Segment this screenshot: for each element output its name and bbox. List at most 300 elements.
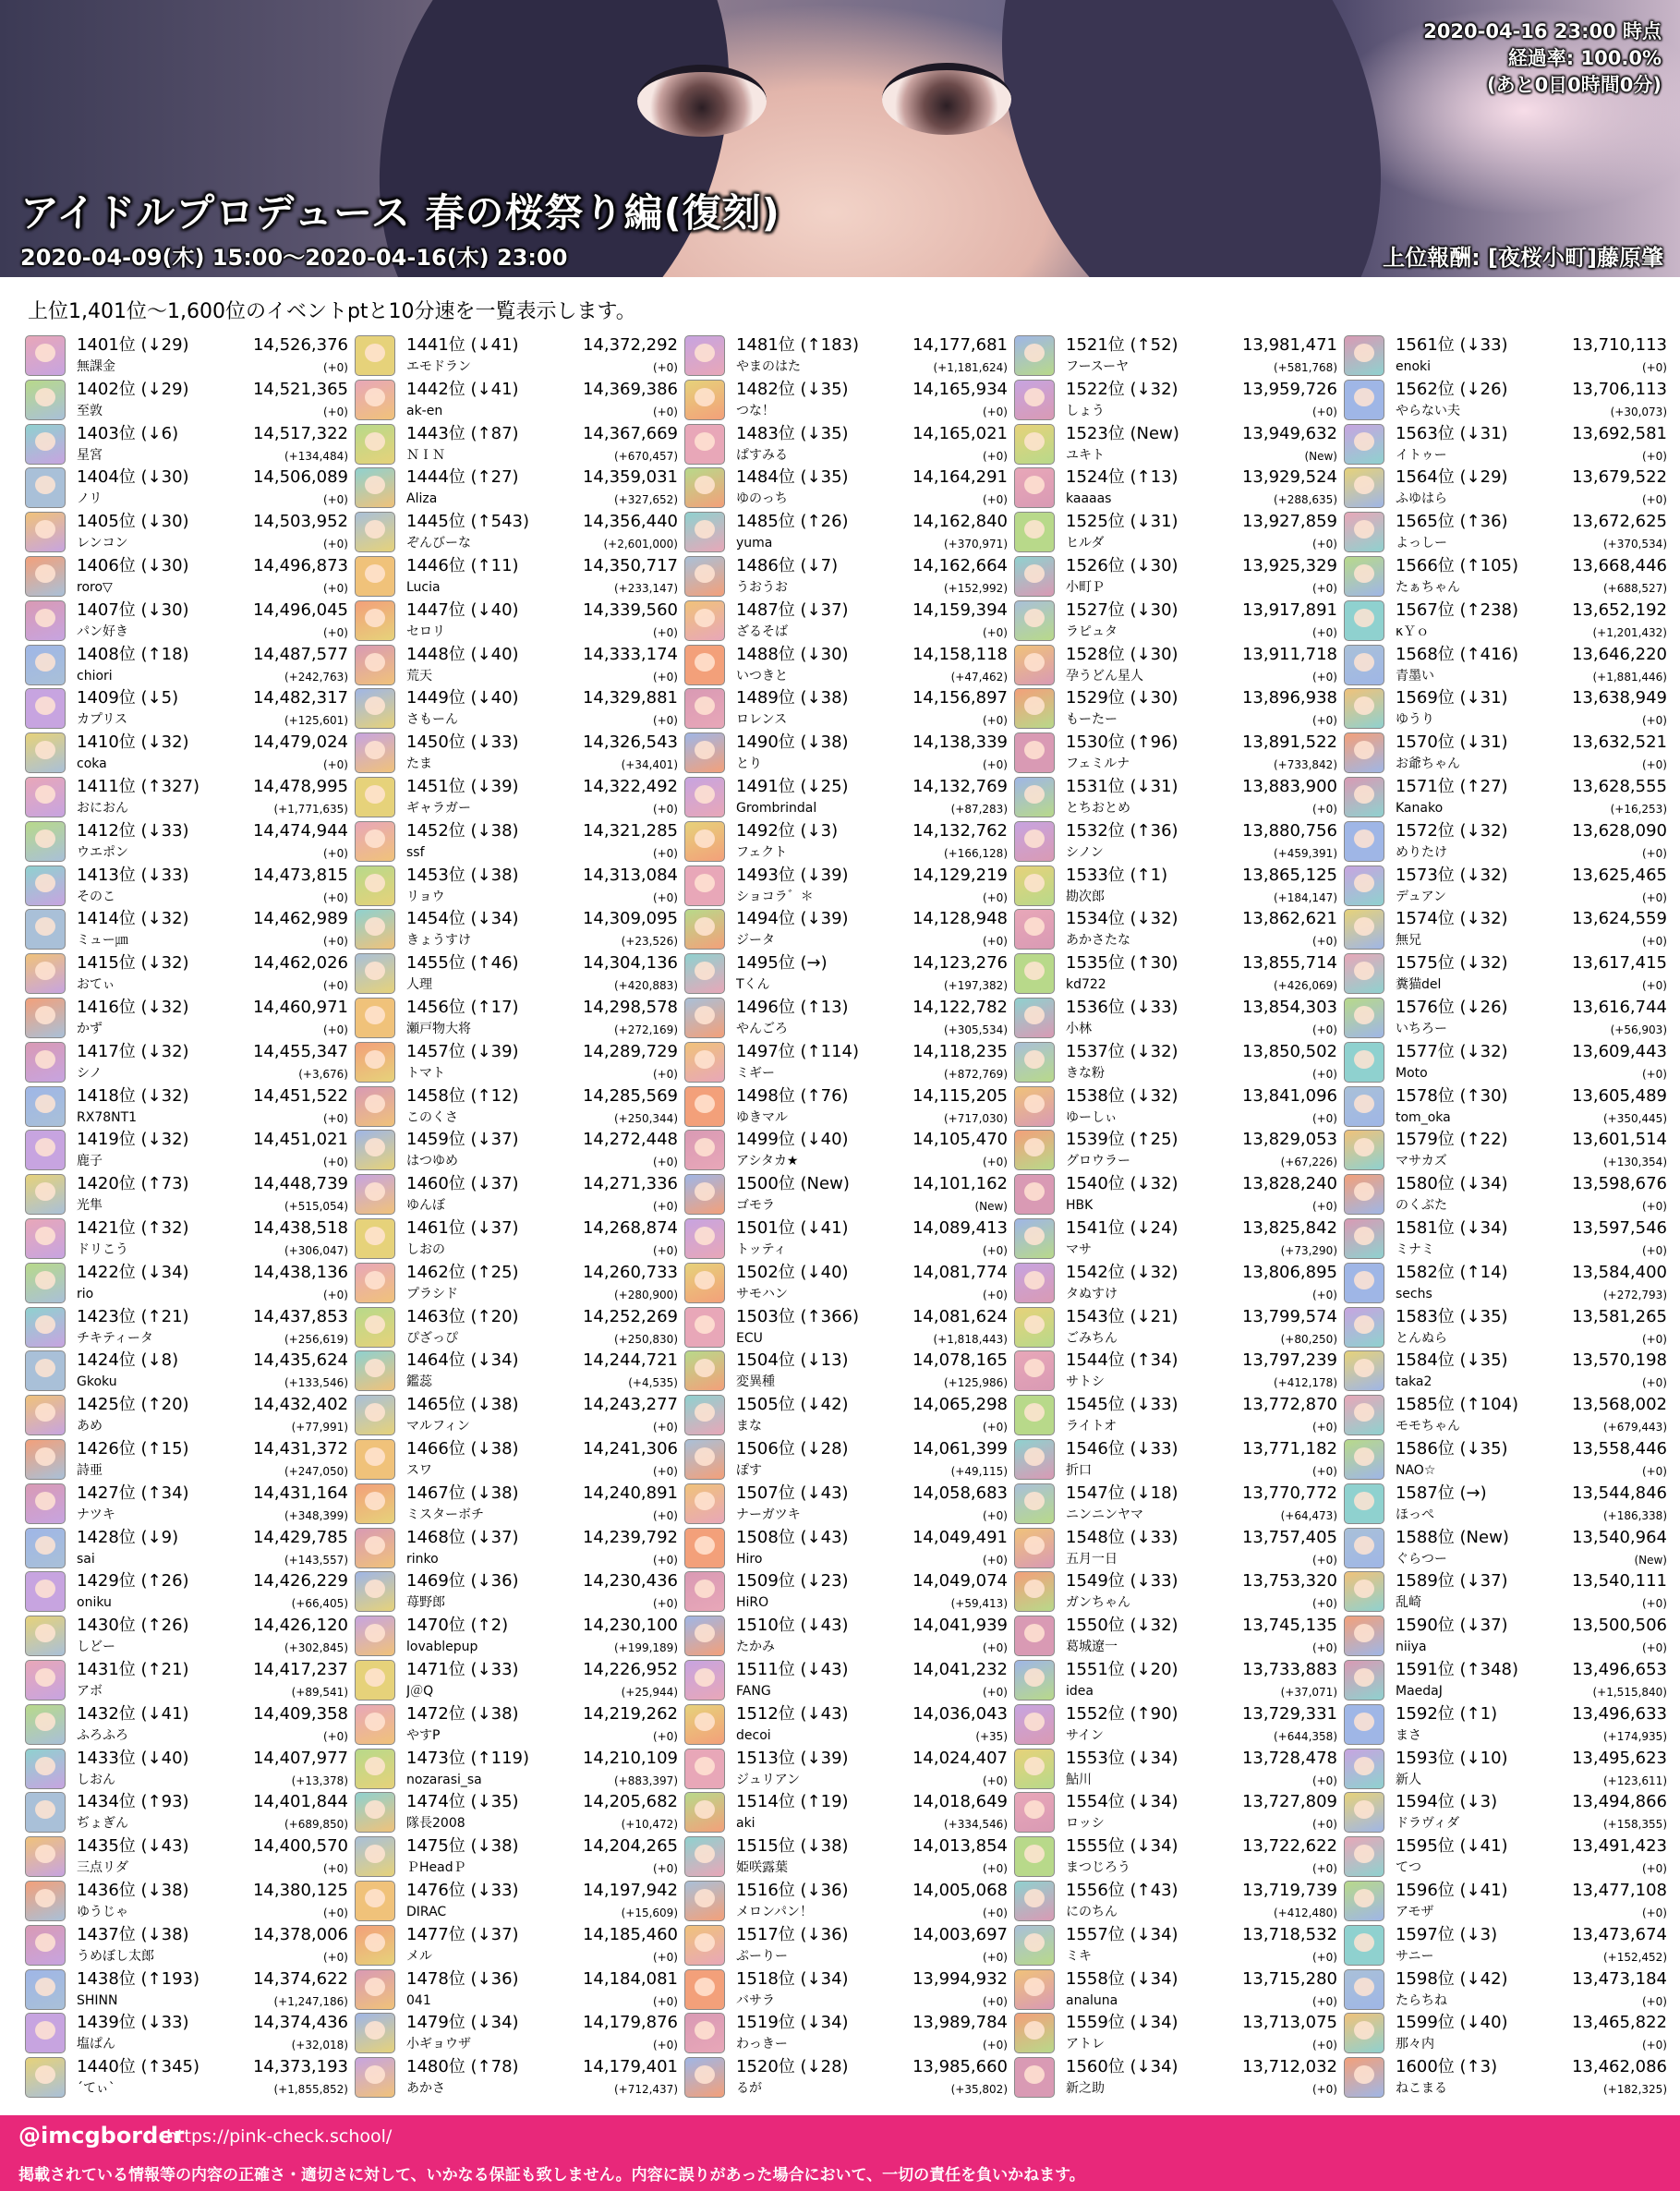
ten-minute-speed: (+0)	[982, 1421, 1008, 1434]
producer-avatar	[1014, 2013, 1055, 2053]
producer-name: チキティータ	[77, 1330, 153, 1346]
producer-name: 至敦	[77, 403, 103, 418]
ten-minute-speed: (+152,992)	[943, 582, 1008, 595]
event-points: 14,321,285	[582, 820, 678, 841]
event-points: 13,929,524	[1241, 467, 1337, 488]
ten-minute-speed: (+0)	[322, 1862, 348, 1876]
ten-minute-speed: (+13,378)	[291, 1773, 348, 1787]
twitter-handle[interactable]: @imcgborder	[18, 2123, 185, 2149]
ten-minute-speed: (+10,472)	[621, 1818, 678, 1832]
rank-label: 1539位 (↑25)	[1066, 1130, 1178, 1150]
event-points: 14,024,407	[912, 1748, 1008, 1768]
ranking-entry	[355, 466, 680, 511]
producer-name: グロウラー	[1066, 1154, 1130, 1169]
producer-avatar	[355, 1749, 395, 1789]
producer-avatar	[355, 1086, 395, 1127]
producer-name: 詩亜	[77, 1463, 103, 1478]
producer-name: サトシ	[1066, 1374, 1105, 1390]
producer-avatar	[684, 556, 725, 597]
rank-label: 1564位 (↓29)	[1396, 467, 1508, 488]
producer-avatar	[1344, 1130, 1384, 1170]
producer-avatar	[25, 467, 66, 508]
ten-minute-speed: (+186,338)	[1602, 1508, 1667, 1522]
producer-name: Kanako	[1396, 801, 1444, 816]
producer-name: ぱすみる	[736, 447, 788, 463]
event-points: 14,407,977	[252, 1748, 348, 1768]
ranking-entry	[355, 1041, 680, 1085]
producer-avatar	[1344, 2057, 1384, 2098]
event-points: 14,165,021	[912, 423, 1008, 443]
producer-name: やんごろ	[736, 1022, 788, 1036]
ranking-entry	[684, 1129, 1009, 1173]
ranking-entry	[25, 865, 350, 909]
producer-avatar	[1014, 866, 1055, 906]
rank-label: 1427位 (↑34)	[77, 1483, 189, 1503]
ranking-entry	[25, 644, 350, 688]
event-points: 14,179,401	[582, 2057, 678, 2077]
ten-minute-speed: (+0)	[1641, 890, 1667, 904]
producer-avatar	[1014, 1749, 1055, 1789]
ten-minute-speed: (+184,147)	[1273, 890, 1337, 904]
ten-minute-speed: (+0)	[1311, 1597, 1337, 1611]
rank-label: 1561位 (↓33)	[1396, 335, 1508, 355]
ranking-entry	[25, 687, 350, 732]
ranking-entry	[25, 1483, 350, 1527]
rank-label: 1445位 (↑543)	[406, 512, 530, 532]
rank-label: 1584位 (↓35)	[1396, 1350, 1508, 1371]
rank-label: 1594位 (↓3)	[1396, 1792, 1498, 1812]
ranking-entry	[684, 776, 1009, 820]
producer-name: ふろふろ	[77, 1727, 128, 1743]
producer-name: タぬすけ	[1066, 1286, 1118, 1301]
rank-label: 1456位 (↑17)	[406, 998, 519, 1017]
producer-avatar	[1344, 1881, 1384, 1921]
ranking-entry	[25, 1703, 350, 1748]
producer-avatar	[355, 424, 395, 465]
ranking-entry	[25, 820, 350, 865]
producer-name: 新之助	[1066, 2081, 1105, 2097]
ten-minute-speed: (+197,382)	[943, 979, 1008, 993]
producer-name: マサ	[1066, 1242, 1092, 1257]
event-points: 13,540,111	[1571, 1571, 1667, 1592]
ten-minute-speed: (+0)	[322, 1907, 348, 1919]
event-points: 14,115,205	[912, 1085, 1008, 1106]
rank-label: 1558位 (↓34)	[1066, 1968, 1178, 1989]
producer-avatar	[25, 556, 66, 597]
producer-avatar	[355, 1395, 395, 1435]
event-points: 13,462,086	[1571, 2057, 1667, 2077]
rank-label: 1415位 (↓32)	[77, 953, 189, 974]
ten-minute-speed: (+272,793)	[1602, 1288, 1667, 1301]
event-points: 14,058,683	[912, 1483, 1008, 1503]
ranking-entry	[684, 1527, 1009, 1571]
rank-label: 1458位 (↑12)	[406, 1085, 519, 1106]
ranking-entry	[355, 1129, 680, 1173]
producer-avatar	[684, 1042, 725, 1083]
event-points: 14,260,733	[582, 1262, 678, 1282]
ten-minute-speed: (+0)	[982, 1862, 1008, 1876]
ten-minute-speed: (+0)	[1641, 1376, 1667, 1390]
producer-name: ＮＩＮ	[406, 447, 445, 463]
producer-name: とり	[736, 757, 762, 772]
rank-label: 1567位 (↑238)	[1396, 599, 1519, 620]
event-points: 14,105,470	[912, 1130, 1008, 1150]
event-points: 14,132,762	[912, 820, 1008, 841]
producer-avatar	[684, 2057, 725, 2098]
producer-name: ぞんびーな	[406, 536, 471, 551]
producer-avatar	[355, 512, 395, 552]
ranking-entry	[1344, 1041, 1669, 1085]
ranking-entry	[25, 1217, 350, 1262]
rank-label: 1599位 (↓40)	[1396, 2013, 1508, 2033]
producer-name: リョウ	[406, 889, 445, 904]
ranking-entry	[1014, 1659, 1339, 1703]
event-points: 14,448,739	[252, 1174, 348, 1194]
ten-minute-speed: (+644,358)	[1273, 1729, 1337, 1743]
rank-label: 1467位 (↓38)	[406, 1483, 519, 1503]
rank-label: 1536位 (↓33)	[1066, 998, 1178, 1017]
producer-name: 小林	[1066, 1022, 1092, 1036]
rank-label: 1412位 (↓33)	[77, 820, 189, 841]
event-points: 13,496,653	[1571, 1660, 1667, 1679]
ten-minute-speed: (+0)	[982, 1907, 1008, 1919]
producer-name: ふゆはら	[1396, 491, 1447, 507]
ranking-entry	[355, 908, 680, 952]
ten-minute-speed: (+426,069)	[1273, 979, 1337, 993]
event-points: 14,036,043	[912, 1703, 1008, 1724]
event-points: 14,451,021	[252, 1130, 348, 1150]
ten-minute-speed: (+16,253)	[1610, 803, 1667, 816]
ranking-entry	[684, 1968, 1009, 2013]
rank-label: 1446位 (↑11)	[406, 556, 519, 575]
producer-name: HiRO	[736, 1595, 769, 1611]
event-points: 13,753,320	[1241, 1571, 1337, 1592]
producer-name: Hiro	[736, 1551, 763, 1567]
ten-minute-speed: (+0)	[1311, 1994, 1337, 2008]
event-points: 13,477,108	[1571, 1881, 1667, 1900]
event-points: 13,989,784	[912, 2013, 1008, 2033]
ten-minute-speed: (+0)	[322, 1729, 348, 1743]
event-points: 13,841,096	[1241, 1085, 1337, 1106]
producer-name: しおの	[406, 1242, 445, 1257]
ranking-entry	[1344, 865, 1669, 909]
event-points: 14,380,125	[252, 1881, 348, 1900]
producer-name: NAO☆	[1396, 1463, 1436, 1478]
producer-avatar	[1014, 1881, 1055, 1921]
ranking-entry	[25, 732, 350, 776]
ten-minute-speed: (+15,609)	[621, 1907, 678, 1919]
ranking-grid	[25, 334, 1667, 2103]
rank-label: 1418位 (↓32)	[77, 1085, 189, 1106]
ranking-entry	[25, 776, 350, 820]
producer-avatar	[1344, 1528, 1384, 1568]
producer-avatar	[25, 821, 66, 862]
ten-minute-speed: (+288,635)	[1273, 493, 1337, 507]
rank-label: 1482位 (↓35)	[736, 379, 849, 399]
event-points: 14,474,944	[252, 820, 348, 841]
rank-label: 1554位 (↓34)	[1066, 1792, 1178, 1812]
ranking-entry	[25, 1350, 350, 1394]
ranking-entry	[25, 423, 350, 467]
ranking-entry	[355, 1703, 680, 1748]
rank-label: 1401位 (↓29)	[77, 335, 189, 355]
ranking-entry	[1014, 1570, 1339, 1615]
ten-minute-speed: (+0)	[982, 1641, 1008, 1655]
ranking-entry	[1344, 1306, 1669, 1350]
rank-label: 1505位 (↓42)	[736, 1395, 849, 1415]
producer-name: decoi	[736, 1727, 771, 1743]
event-points: 14,118,235	[912, 1041, 1008, 1061]
producer-name: 姫咲露葉	[736, 1860, 788, 1876]
ten-minute-speed: (+49,115)	[950, 1465, 1008, 1478]
rank-label: 1428位 (↓9)	[77, 1527, 179, 1547]
producer-name: kaaaas	[1066, 491, 1112, 507]
rank-label: 1455位 (↑46)	[406, 953, 519, 974]
producer-name: roro▽	[77, 580, 113, 595]
producer-avatar	[684, 1218, 725, 1259]
event-points: 14,432,402	[252, 1395, 348, 1415]
ten-minute-speed: (+0)	[652, 670, 678, 684]
producer-name: メロンパン！	[736, 1905, 814, 1919]
producer-avatar	[1014, 335, 1055, 376]
ten-minute-speed: (New)	[1634, 1553, 1667, 1567]
event-points: 13,624,559	[1571, 909, 1667, 929]
ten-minute-speed: (+0)	[982, 1686, 1008, 1699]
rank-label: 1598位 (↓42)	[1396, 1968, 1508, 1989]
event-points: 14,431,164	[252, 1483, 348, 1503]
producer-name: ロッシ	[1066, 1816, 1105, 1832]
rank-label: 1529位 (↓30)	[1066, 688, 1178, 708]
producer-avatar	[1344, 467, 1384, 508]
ranking-entry	[355, 687, 680, 732]
producer-name: おてぃ	[77, 977, 115, 993]
producer-name: ssf	[406, 844, 425, 860]
producer-avatar	[684, 821, 725, 862]
ranking-entry	[684, 1483, 1009, 1527]
producer-name: coka	[77, 757, 107, 772]
producer-name: はつゆめ	[406, 1154, 458, 1169]
ranking-entry	[25, 334, 350, 379]
ranking-entry	[1014, 1835, 1339, 1880]
producer-name: ゆのっち	[736, 491, 788, 507]
producer-name: tom_oka	[1396, 1109, 1451, 1125]
rank-label: 1572位 (↓32)	[1396, 820, 1508, 841]
ranking-entry	[1014, 997, 1339, 1041]
producer-name: シノ	[77, 1065, 103, 1081]
producer-avatar	[1014, 1704, 1055, 1745]
event-points: 13,712,032	[1241, 2057, 1337, 2077]
rank-label: 1522位 (↓32)	[1066, 379, 1178, 399]
ten-minute-speed: (New)	[1304, 449, 1337, 463]
event-points: 13,628,090	[1571, 820, 1667, 841]
event-points: 14,272,448	[582, 1130, 678, 1150]
producer-name: のくぶた	[1396, 1198, 1447, 1214]
event-points: 13,638,949	[1571, 688, 1667, 708]
ten-minute-speed: (+0)	[1641, 449, 1667, 463]
ranking-entry	[1344, 466, 1669, 511]
rank-label: 1531位 (↓31)	[1066, 777, 1178, 796]
rank-label: 1563位 (↓31)	[1396, 423, 1508, 443]
ten-minute-speed: (+0)	[1641, 1994, 1667, 2008]
ten-minute-speed: (+0)	[1641, 1332, 1667, 1346]
ten-minute-speed: (+250,830)	[613, 1332, 678, 1346]
producer-avatar	[355, 645, 395, 685]
event-points: 14,487,577	[252, 644, 348, 664]
ranking-entry	[1014, 865, 1339, 909]
rank-label: 1461位 (↓37)	[406, 1218, 519, 1238]
event-points: 14,435,624	[252, 1350, 348, 1371]
ranking-entry	[355, 865, 680, 909]
producer-avatar	[355, 909, 395, 950]
producer-avatar	[355, 1307, 395, 1348]
producer-name: カプリス	[77, 712, 128, 728]
ten-minute-speed: (+35,802)	[950, 2083, 1008, 2097]
event-points: 14,204,265	[582, 1836, 678, 1857]
ten-minute-speed: (+327,652)	[613, 493, 678, 507]
ranking-entry	[1014, 1350, 1339, 1394]
producer-avatar	[684, 1925, 725, 1966]
event-points: 13,668,446	[1571, 556, 1667, 575]
rank-label: 1405位 (↓30)	[77, 512, 189, 532]
ten-minute-speed: (+0)	[322, 582, 348, 595]
producer-name: 青墨い	[1396, 668, 1434, 684]
producer-avatar	[1014, 1307, 1055, 1348]
ranking-entry	[25, 2056, 350, 2100]
rank-label: 1586位 (↓35)	[1396, 1439, 1508, 1459]
rank-label: 1488位 (↓30)	[736, 644, 849, 664]
ten-minute-speed: (+0)	[1641, 1465, 1667, 1478]
ranking-entry	[1014, 1791, 1339, 1835]
ranking-entry	[355, 1173, 680, 1217]
event-points: 13,679,522	[1571, 467, 1667, 488]
ranking-entry	[1014, 334, 1339, 379]
producer-avatar	[25, 1528, 66, 1568]
event-points: 13,850,502	[1241, 1041, 1337, 1061]
ranking-entry	[1014, 2056, 1339, 2100]
producer-name: てつ	[1396, 1860, 1421, 1876]
rank-label: 1587位 (→)	[1396, 1483, 1487, 1503]
event-points: 13,855,714	[1241, 953, 1337, 974]
producer-avatar	[684, 380, 725, 420]
producer-name: RX78NT1	[77, 1109, 138, 1125]
rank-label: 1473位 (↑119)	[406, 1748, 530, 1768]
producer-avatar	[25, 777, 66, 817]
ten-minute-speed: (+0)	[1311, 803, 1337, 816]
event-points: 14,339,560	[582, 599, 678, 620]
ranking-entry	[1344, 1085, 1669, 1130]
ranking-entry	[684, 644, 1009, 688]
rank-label: 1495位 (→)	[736, 953, 828, 974]
producer-avatar	[1344, 1307, 1384, 1348]
producer-name: ざるそば	[736, 623, 788, 639]
rank-label: 1410位 (↓32)	[77, 732, 189, 753]
ten-minute-speed: (+679,443)	[1602, 1421, 1667, 1434]
producer-avatar	[684, 600, 725, 641]
producer-avatar	[684, 1749, 725, 1789]
event-points: 13,672,625	[1571, 512, 1667, 532]
ranking-entry	[1014, 687, 1339, 732]
ten-minute-speed: (+0)	[322, 1023, 348, 1036]
producer-avatar	[355, 556, 395, 597]
ten-minute-speed: (+0)	[652, 890, 678, 904]
producer-avatar	[25, 1086, 66, 1127]
producer-avatar	[355, 1528, 395, 1568]
ten-minute-speed: (+23,526)	[621, 935, 678, 949]
producer-name: きょうすけ	[406, 933, 471, 949]
producer-avatar	[355, 2057, 395, 2098]
ranking-entry	[1014, 776, 1339, 820]
ranking-entry	[355, 599, 680, 644]
ranking-entry	[1344, 908, 1669, 952]
ranking-entry	[1014, 1748, 1339, 1792]
ranking-entry	[1014, 1968, 1339, 2013]
site-link[interactable]: https://pink-check.school/	[166, 2126, 393, 2147]
ranking-entry	[1344, 1835, 1669, 1880]
rank-label: 1491位 (↓25)	[736, 777, 849, 796]
rank-label: 1423位 (↑21)	[77, 1306, 189, 1326]
ranking-entry	[1344, 1703, 1669, 1748]
ranking-entry	[25, 1968, 350, 2013]
rank-label: 1559位 (↓34)	[1066, 2013, 1178, 2033]
producer-avatar	[25, 866, 66, 906]
producer-avatar	[25, 1704, 66, 1745]
ranking-entry	[355, 1438, 680, 1483]
producer-name: ゆんぼ	[406, 1198, 445, 1214]
ranking-entry	[355, 2012, 680, 2056]
rank-label: 1562位 (↓26)	[1396, 379, 1508, 399]
event-points: 13,540,964	[1571, 1527, 1667, 1547]
ranking-entry	[1344, 1880, 1669, 1924]
producer-avatar	[1014, 732, 1055, 773]
producer-avatar	[684, 1616, 725, 1656]
ranking-entry	[684, 1262, 1009, 1306]
ten-minute-speed: (+0)	[1311, 1421, 1337, 1434]
ten-minute-speed: (+0)	[322, 758, 348, 772]
ranking-entry	[1344, 1924, 1669, 1968]
ranking-entry	[1344, 1570, 1669, 1615]
rank-label: 1434位 (↑93)	[77, 1792, 189, 1812]
producer-name: MaedaJ	[1396, 1684, 1443, 1699]
event-points: 14,326,543	[582, 732, 678, 753]
producer-name: enoki	[1396, 359, 1432, 374]
event-points: 13,581,265	[1571, 1306, 1667, 1326]
producer-avatar	[1344, 1086, 1384, 1127]
producer-name: ナーガツキ	[736, 1507, 801, 1522]
rank-label: 1551位 (↓20)	[1066, 1660, 1178, 1679]
rank-label: 1535位 (↑30)	[1066, 953, 1178, 974]
rank-label: 1406位 (↓30)	[77, 556, 189, 575]
producer-avatar	[684, 998, 725, 1038]
ranking-entry	[355, 1570, 680, 1615]
producer-name: やすP	[406, 1727, 441, 1743]
ten-minute-speed: (+0)	[1311, 1111, 1337, 1125]
event-points: 13,806,895	[1241, 1262, 1337, 1282]
event-points: 14,244,721	[582, 1350, 678, 1371]
event-points: 14,003,697	[912, 1924, 1008, 1944]
producer-avatar	[25, 512, 66, 552]
ranking-entry	[355, 644, 680, 688]
producer-name: かず	[77, 1022, 103, 1036]
rank-label: 1439位 (↓33)	[77, 2013, 189, 2033]
producer-avatar	[25, 1969, 66, 2010]
producer-avatar	[684, 1969, 725, 2010]
producer-avatar	[25, 1395, 66, 1435]
producer-avatar	[1344, 866, 1384, 906]
event-points: 14,333,174	[582, 644, 678, 664]
event-points: 14,426,229	[252, 1571, 348, 1592]
producer-name: ほっぺ	[1396, 1507, 1434, 1522]
producer-avatar	[1344, 1174, 1384, 1215]
